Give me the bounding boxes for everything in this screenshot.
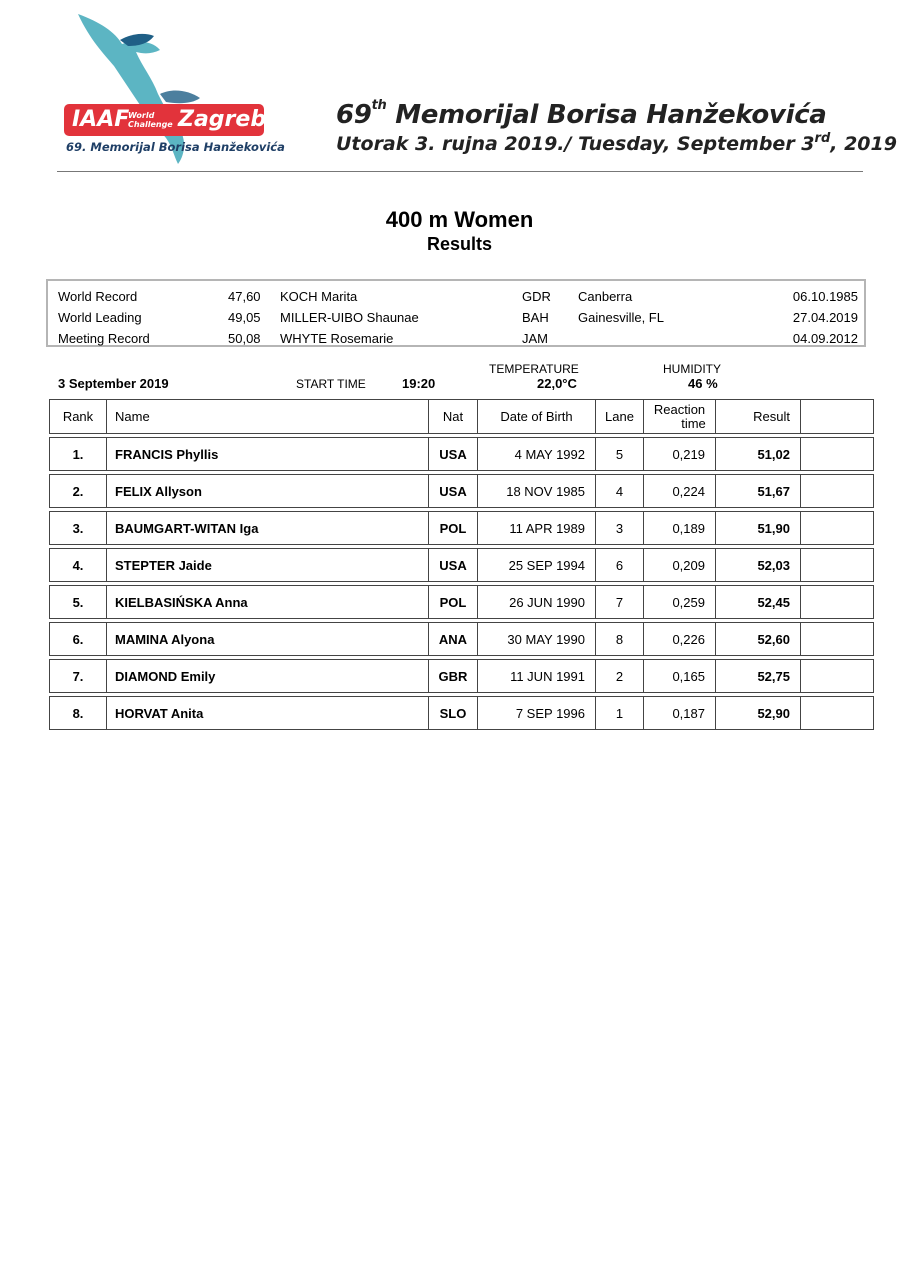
logo-city: Zagreb: [178, 107, 267, 132]
result-name: HORVAT Anita: [106, 696, 428, 730]
table-row: [49, 474, 874, 508]
temperature-value: 22,0°C: [537, 376, 577, 391]
result-dob: 11 APR 1989: [477, 511, 595, 545]
result-nat: GBR: [428, 659, 477, 693]
record-row: [48, 331, 864, 351]
competition-date: 3 September 2019: [58, 376, 169, 391]
record-label: Meeting Record: [58, 331, 150, 346]
result-mark: 52,60: [715, 622, 800, 656]
result-nat: SLO: [428, 696, 477, 730]
record-label: World Record: [58, 289, 138, 304]
temperature-label: TEMPERATURE: [489, 362, 579, 376]
table-row: [49, 659, 874, 693]
result-name: DIAMOND Emily: [106, 659, 428, 693]
result-rank: 7.: [49, 659, 106, 693]
result-name: STEPTER Jaide: [106, 548, 428, 582]
result-reaction: 0,226: [643, 622, 715, 656]
result-nat: POL: [428, 511, 477, 545]
result-rank: 6.: [49, 622, 106, 656]
result-name: FELIX Allyson: [106, 474, 428, 508]
result-dob: 4 MAY 1992: [477, 437, 595, 471]
result-mark: 51,90: [715, 511, 800, 545]
result-mark: 51,67: [715, 474, 800, 508]
result-nat: USA: [428, 437, 477, 471]
header-result: Result: [715, 399, 800, 434]
record-mark: 47,60: [228, 289, 261, 304]
event-subtitle: Results: [426, 234, 493, 254]
result-lane: 1: [595, 696, 643, 730]
result-reaction: 0,187: [643, 696, 715, 730]
record-nat: BAH: [522, 310, 549, 325]
result-lane: 3: [595, 511, 643, 545]
result-reaction: 0,219: [643, 437, 715, 471]
event-title: 400 m Women: [385, 207, 534, 232]
result-reaction: 0,259: [643, 585, 715, 619]
humidity-label: HUMIDITY: [663, 362, 721, 376]
result-dob: 26 JUN 1990: [477, 585, 595, 619]
record-row: [48, 289, 864, 309]
meeting-date-ordinal: rd: [814, 131, 831, 146]
header-name: Name: [106, 399, 428, 434]
meeting-title-number: 69: [336, 100, 372, 130]
record-nat: JAM: [522, 331, 548, 346]
result-dob: 11 JUN 1991: [477, 659, 595, 693]
result-lane: 2: [595, 659, 643, 693]
result-lane: 8: [595, 622, 643, 656]
result-name: FRANCIS Phyllis: [106, 437, 428, 471]
result-reaction: 0,224: [643, 474, 715, 508]
result-mark: 51,02: [715, 437, 800, 471]
result-extra: [800, 511, 874, 545]
result-dob: 7 SEP 1996: [477, 696, 595, 730]
header-reaction-line2: time: [681, 415, 706, 431]
meeting-logo: [60, 10, 285, 170]
record-row: [48, 310, 864, 330]
start-time-label: START TIME: [296, 377, 366, 391]
result-name: MAMINA Alyona: [106, 622, 428, 656]
meeting-date-line: [336, 133, 897, 155]
result-rank: 8.: [49, 696, 106, 730]
result-rank: 1.: [49, 437, 106, 471]
result-dob: 18 NOV 1985: [477, 474, 595, 508]
result-reaction: 0,189: [643, 511, 715, 545]
meeting-title: [336, 100, 827, 130]
table-row: [49, 585, 874, 619]
table-row: [49, 696, 874, 730]
result-nat: USA: [428, 474, 477, 508]
result-extra: [800, 696, 874, 730]
meeting-date-main: Utorak 3. rujna 2019./ Tuesday, September 3: [336, 133, 815, 155]
result-extra: [800, 622, 874, 656]
header-lane: Lane: [595, 399, 643, 434]
header-reaction: [643, 399, 715, 434]
result-name: BAUMGART-WITAN Iga: [106, 511, 428, 545]
header-extra: [800, 399, 874, 434]
header-dob: Date of Birth: [477, 399, 595, 434]
record-date: 06.10.1985: [792, 289, 858, 304]
results-table: [49, 399, 874, 730]
result-name: KIELBASIŃSKA Anna: [106, 585, 428, 619]
result-lane: 6: [595, 548, 643, 582]
table-header-row: [49, 399, 874, 434]
result-nat: ANA: [428, 622, 477, 656]
logo-brand: IAAF: [72, 107, 130, 132]
result-lane: 7: [595, 585, 643, 619]
result-reaction: 0,209: [643, 548, 715, 582]
result-nat: USA: [428, 548, 477, 582]
meeting-title-ordinal: th: [371, 98, 387, 113]
records-box: [46, 279, 866, 347]
meeting-title-name: Memorijal Borisa Hanžekovića: [386, 100, 827, 130]
result-mark: 52,75: [715, 659, 800, 693]
result-nat: POL: [428, 585, 477, 619]
result-extra: [800, 585, 874, 619]
table-row: [49, 548, 874, 582]
record-athlete: KOCH Marita: [280, 289, 358, 304]
result-mark: 52,90: [715, 696, 800, 730]
result-dob: 25 SEP 1994: [477, 548, 595, 582]
result-reaction: 0,165: [643, 659, 715, 693]
header-nat: Nat: [428, 399, 477, 434]
record-date: 04.09.2012: [792, 331, 858, 346]
record-venue: Gainesville, FL: [578, 310, 664, 325]
result-extra: [800, 659, 874, 693]
record-athlete: MILLER-UIBO Shaunae: [280, 310, 419, 325]
record-date: 27.04.2019: [792, 310, 858, 325]
header-divider: [57, 171, 863, 172]
logo-meeting-name: 69. Memorijal Borisa Hanžekovića: [66, 140, 285, 154]
table-row: [49, 437, 874, 471]
logo-series: World Challenge: [128, 111, 173, 129]
record-mark: 49,05: [228, 310, 261, 325]
result-mark: 52,45: [715, 585, 800, 619]
record-mark: 50,08: [228, 331, 261, 346]
meeting-date-year: , 2019: [830, 133, 897, 155]
table-row: [49, 511, 874, 545]
result-extra: [800, 548, 874, 582]
result-rank: 3.: [49, 511, 106, 545]
start-time-value: 19:20: [402, 376, 436, 391]
record-athlete: WHYTE Rosemarie: [280, 331, 394, 346]
header-reaction-line1: Reaction: [653, 401, 706, 417]
record-nat: GDR: [522, 289, 551, 304]
result-rank: 5.: [49, 585, 106, 619]
result-lane: 4: [595, 474, 643, 508]
record-label: World Leading: [58, 310, 142, 325]
record-venue: Canberra: [578, 289, 633, 304]
result-lane: 5: [595, 437, 643, 471]
result-dob: 30 MAY 1990: [477, 622, 595, 656]
result-rank: 2.: [49, 474, 106, 508]
header-rank: Rank: [49, 399, 106, 434]
table-row: [49, 622, 874, 656]
result-rank: 4.: [49, 548, 106, 582]
result-mark: 52,03: [715, 548, 800, 582]
result-extra: [800, 437, 874, 471]
humidity-value: 46 %: [688, 376, 718, 391]
result-extra: [800, 474, 874, 508]
